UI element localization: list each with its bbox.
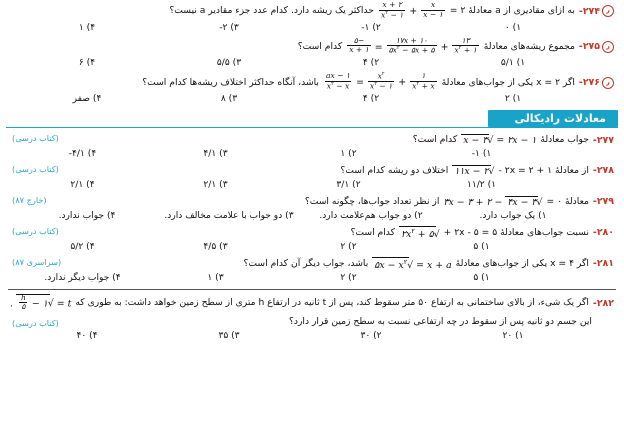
question-277-formula: ۱ − ۲x = √ ۳ − x xyxy=(461,134,536,146)
question-274-stem xyxy=(6,1,618,22)
option-4[interactable]: ۴) صفر xyxy=(72,94,102,105)
question-281-text-before: اگر ۴ = x یکی از جواب‌های معادلهٔ xyxy=(455,257,589,269)
question-275 xyxy=(6,36,618,72)
option-3[interactable]: ۳) ۱ xyxy=(207,272,224,283)
question-281 xyxy=(6,255,618,286)
question-278-options xyxy=(6,179,618,192)
question-276 xyxy=(6,71,618,107)
question-279-source: (خارج ۸۷) xyxy=(12,194,47,205)
option-1[interactable]: ۱) ۰ xyxy=(504,22,522,33)
question-281-formula: x + a = √ ۵x − $x^۲$ xyxy=(372,257,451,271)
question-277-number: ۲۷۷- xyxy=(592,134,614,146)
question-278-number: ۲۷۸- xyxy=(592,165,614,177)
option-1[interactable]: ۱) ۲۰ xyxy=(502,330,524,341)
question-275-options xyxy=(6,57,618,70)
option-2[interactable]: ۲) ۱- xyxy=(361,22,381,33)
question-280-options xyxy=(6,241,618,254)
option-4[interactable]: ۴) ۶ xyxy=(78,58,96,69)
question-277-source: (کتاب درسی) xyxy=(12,133,59,144)
option-1[interactable]: ۱) یک جواب دارد. xyxy=(479,210,547,221)
question-282-source: (کتاب درسی) xyxy=(12,317,59,328)
question-275-formula: $\frac{۱۳}{x^۲ + ۱}$ + $\frac{۱۷x + ۱۰}{۵x^۲ - ۵x + ۵}$ = $\frac{-۵}{x + ۱}$ xyxy=(349,35,477,55)
question-282-options xyxy=(6,330,618,343)
question-279 xyxy=(6,193,618,224)
question-282-number: ۲۸۲- xyxy=(592,297,614,309)
question-281-options xyxy=(6,272,618,285)
option-1[interactable]: ۱) ۲ xyxy=(504,94,522,105)
option-4[interactable]: ۴) ۴/۱- xyxy=(68,148,97,159)
question-282-stem-2 xyxy=(6,314,618,330)
question-276-formula: $\frac{۱}{x^۲ + x}$ + $\frac{x^۲}{x^۲ - ۱}$ = $\frac{ax - ۱}{x^۲ - x}$ xyxy=(326,71,435,91)
question-276-stem xyxy=(6,72,618,93)
question-277-text-after: کدام است؟ xyxy=(412,134,458,146)
question-278 xyxy=(6,162,618,193)
option-1[interactable]: ۱) ۵/۱ xyxy=(500,58,526,69)
divider xyxy=(8,289,616,290)
question-274-options xyxy=(6,22,618,35)
option-3[interactable]: ۳) ۴/۵ xyxy=(203,241,228,252)
question-275-text-before: مجموع ریشه‌های معادلهٔ xyxy=(483,40,575,52)
option-4[interactable]: ۴) جواب دیگر ندارد. xyxy=(44,272,121,283)
section-header-radical-equations xyxy=(6,110,618,129)
option-4[interactable]: ۴) جواب ندارد. xyxy=(58,210,116,221)
question-274-formula: $\frac{x}{x - ۱}$ + $\frac{x + ۲}{x^۲ - ۱}$ xyxy=(380,0,443,20)
option-3[interactable]: ۳) دو جواب با علامت مخالف دارد. xyxy=(164,210,294,221)
option-3[interactable]: ۳) ۲- xyxy=(219,22,239,33)
option-2[interactable]: ۲) ۳/۱ xyxy=(336,179,361,190)
option-1[interactable]: ۱) ۵ xyxy=(473,241,490,252)
question-274-text-before: به ازای مقادیری از a معادلهٔ ۲ = xyxy=(449,5,575,17)
badge-r-icon: ر xyxy=(602,41,614,53)
question-274-text-after: حداکثر یک ریشه دارد. کدام عدد جزء مقادیر a نیست؟ xyxy=(169,5,374,17)
question-280 xyxy=(6,224,618,255)
option-2[interactable]: ۲) ۳۰ xyxy=(360,330,382,341)
question-279-text-after: از نظر تعداد جواب‌ها، چگونه است؟ xyxy=(304,195,440,207)
option-2[interactable]: ۲) دو جواب هم‌علامت دارد. xyxy=(319,210,423,221)
question-282-text-before: اگر یک شیء، از بالای ساختمانی به ارتفاع ۵۰ متر سقوط کند، پس از t ثانیه در ارتفاع h متری از سطح زمین خواهد داشت: به طوری که xyxy=(75,297,589,309)
question-276-number: ر ۲۷۶- xyxy=(579,77,614,89)
question-276-options xyxy=(6,93,618,106)
option-2[interactable]: ۲) ۱ xyxy=(340,148,357,159)
question-280-number: ۲۸۰- xyxy=(592,227,614,239)
badge-r-icon: ر xyxy=(602,77,614,89)
badge-r-icon: ر xyxy=(602,5,614,17)
question-281-number: ۲۸۱- xyxy=(592,258,614,270)
question-280-stem xyxy=(6,225,618,241)
option-4[interactable]: ۴) ۴۰ xyxy=(76,330,98,341)
option-2[interactable]: ۲) ۴ xyxy=(362,58,380,69)
question-279-number: ۲۷۹- xyxy=(592,196,614,208)
question-278-stem xyxy=(6,163,618,179)
question-276-text-after: باشد، آنگاه حداکثر اختلاف ریشه‌ها کدام است؟ xyxy=(142,76,319,88)
question-279-formula: √ ۴x − ۳ − ۲ + ۳x − ۳ xyxy=(443,196,542,208)
option-3[interactable]: ۳) ۳۵ xyxy=(218,330,240,341)
question-275-stem xyxy=(6,37,618,58)
option-3[interactable]: ۳) ۸ xyxy=(220,94,238,105)
question-282 xyxy=(6,292,618,344)
question-280-source: (کتاب درسی) xyxy=(12,225,59,236)
question-281-stem xyxy=(6,256,618,272)
question-282-formula: t = √ ۱ − $\frac{h}{۵}$ . xyxy=(10,294,71,313)
option-2[interactable]: ۲) ۴ xyxy=(362,94,380,105)
question-278-source: (کتاب درسی) xyxy=(12,163,59,174)
question-279-stem xyxy=(6,194,618,210)
question-281-text-after: باشد، جواب دیگر آن کدام است؟ xyxy=(243,257,369,269)
section-title: معادلات رادیکالی xyxy=(488,110,618,127)
question-280-formula: √ $۲x^۲$ + ۵ xyxy=(399,226,440,240)
option-1[interactable]: ۱) ۱- xyxy=(471,148,492,159)
question-275-number: ر ۲۷۵- xyxy=(579,41,614,53)
option-3[interactable]: ۳) ۴/۱ xyxy=(203,148,228,159)
question-278-formula: √ ۱۱x − ۲ xyxy=(452,165,494,177)
question-277 xyxy=(6,131,618,162)
question-274 xyxy=(6,0,618,36)
option-4[interactable]: ۴) ۱ xyxy=(78,22,96,33)
question-278-text-after: اختلاف دو ریشه کدام است؟ xyxy=(340,164,449,176)
option-3[interactable]: ۳) ۲/۱ xyxy=(203,179,228,190)
option-3[interactable]: ۳) ۵/۵ xyxy=(216,58,242,69)
option-4[interactable]: ۴) ۲/۱ xyxy=(70,179,95,190)
option-2[interactable]: ۲) ۲ xyxy=(340,241,357,252)
question-279-text-before: معادلهٔ ۰ = xyxy=(546,195,589,207)
question-280-text-before: نسبت جواب‌های معادلهٔ ۵ = ۲x - ۵ + xyxy=(443,226,589,238)
question-275-text-after: کدام است؟ xyxy=(297,40,343,52)
question-279-options xyxy=(6,210,618,223)
question-277-stem xyxy=(6,132,618,148)
question-276-text-before: اگر ۲ = x یکی از جواب‌های معادلهٔ xyxy=(441,76,575,88)
question-280-text-after: کدام است؟ xyxy=(350,226,395,238)
question-277-options xyxy=(6,148,618,161)
option-2[interactable]: ۲) ۲ xyxy=(340,272,357,283)
question-274-number: ر ۲۷۴- xyxy=(579,5,614,17)
option-4[interactable]: ۴) ۵/۲ xyxy=(70,241,95,252)
question-281-source: (سراسری ۸۷) xyxy=(12,256,62,267)
question-277-text-before: جواب معادلهٔ xyxy=(540,134,589,146)
question-282-stem xyxy=(6,293,618,314)
question-278-text-before: از معادلهٔ ۱ + ۲x = ۲ - xyxy=(498,164,589,176)
option-1[interactable]: ۱) ۱۱/۲ xyxy=(466,179,497,190)
option-1[interactable]: ۱) ۵ xyxy=(473,272,490,283)
question-282-text-after: این جسم دو ثانیه پس از سقوط در چه ارتفاعی نسبت به سطح زمین قرار دارد؟ xyxy=(289,315,592,327)
